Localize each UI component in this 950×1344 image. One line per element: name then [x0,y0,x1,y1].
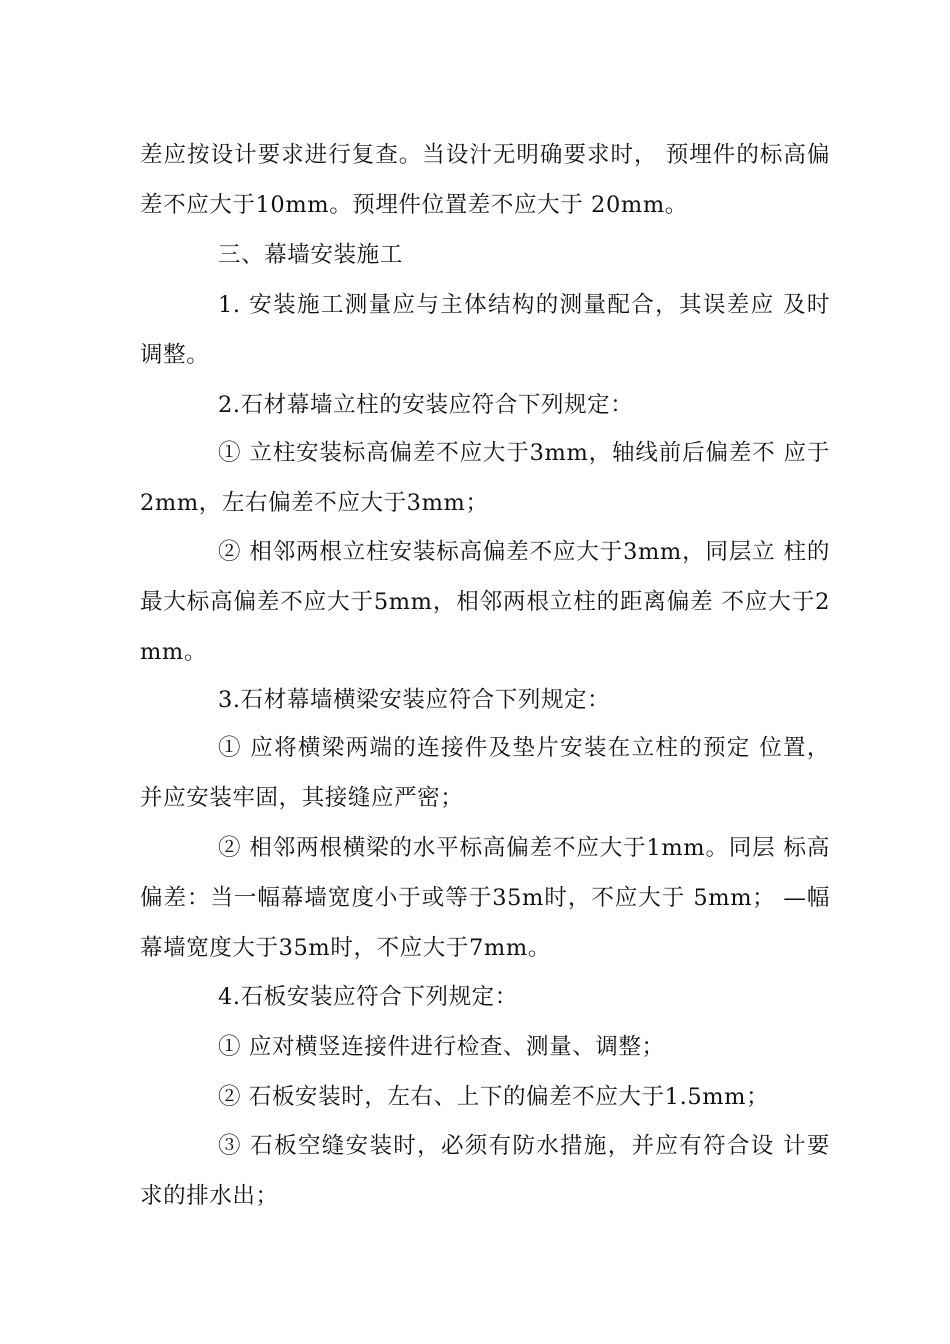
paragraph-item-3: 3.石材幕墙横梁安装应符合下列规定： [218,687,611,713]
paragraph-item-4-3: ③ 石板空缝安装时，必须有防水措施，并应有符合设 计要求的排水出； [140,1133,830,1209]
paragraph-item-1: 1. 安装施工测量应与主体结构的测量配合，其误差应 及时调整。 [140,292,830,368]
paragraph-item-3-1: ① 应将横梁两端的连接件及垫片安装在立柱的预定 位置，并应安装牢固，其接缝应严密； [140,735,830,811]
paragraph-item-4-1: ① 应对横竖连接件进行检查、测量、调整； [218,1034,665,1060]
paragraph-item-3-2: ② 相邻两根横梁的水平标高偏差不应大于1mm。同层 标高偏差：当一幅幕墙宽度小于或等于35m时，不应大于 5mm； —幅幕墙宽度大于35m时，不应大于7mm。 [140,835,830,961]
paragraph-item-2: 2.石材幕墙立柱的安装应符合下列规定： [218,392,634,418]
paragraph-item-4: 4.石板安装应符合下列规定： [218,984,518,1010]
paragraph-item-2-2: ② 相邻两根立柱安装标高偏差不应大于3mm，同层立 柱的最大标高偏差不应大于5mm，相邻两根立柱的距离偏差 不应大于2mm。 [140,539,830,665]
paragraph-continuation: 差应按设计要求进行复查。当设汁无明确要求时， 预埋件的标高偏差不应大于10mm。预埋件位置差不应大于 20mm。 [140,142,830,218]
paragraph-item-4-2: ② 石板安装时，左右、上下的偏差不应大于1.5mm； [218,1084,770,1110]
paragraph-item-2-1: ① 立柱安装标高偏差不应大于3mm，轴线前后偏差不 应于2mm，左右偏差不应大于3mm； [140,440,830,516]
section-heading: 三、幕墙安装施工 [218,242,403,268]
